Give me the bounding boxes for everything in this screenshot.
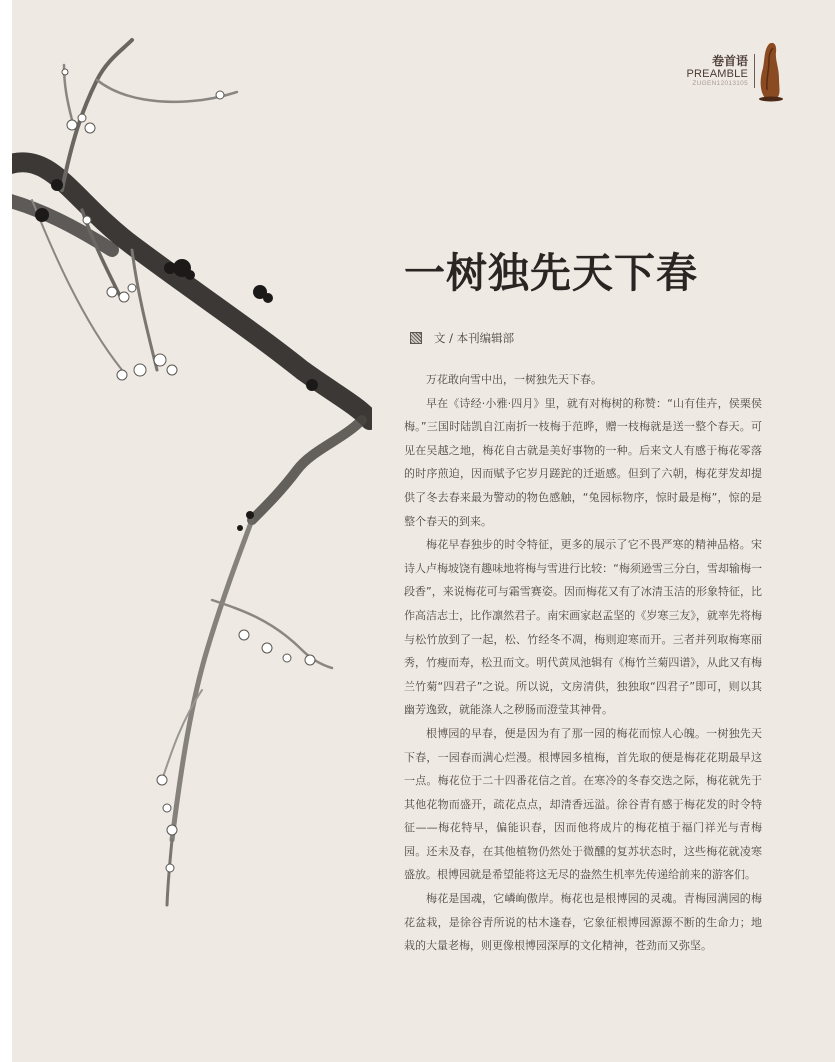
paragraph: 梅花早春独步的时令特征，更多的展示了它不畏严寒的精神品格。宋诗人卢梅坡饶有趣味地将梅与雪进行比较：“梅须逊雪三分白，雪却输梅一段香”，来说梅花可与霜雪赛姿。因而梅花又有了冰清玉洁的形象特征，比作高洁志士，比作凛然君子。南宋画家赵孟坚的《岁寒三友》，就率先将梅与松竹放到了一起，松、竹经冬不凋，梅则迎寒而开。三者并列取梅寒丽秀，竹瘦而寿，松丑而文。明代黄凤池辑有《梅竹兰菊四谱》，从此又有梅兰竹菊“四君子”之说。所以说，文房清供，独独取“四君子”即可，则以其幽芳逸致，就能涤人之秽肠而澄莹其神骨。	[404, 538, 762, 717]
paragraph: 根博园的早春，便是因为有了那一园的梅花而惊人心魄。一树独先天下春，一园春而满心烂漫。根博园多植梅，首先取的便是梅花花期最早这一点。梅花位于二十四番花信之首。在寒冷的冬春交迭之际，梅花就先于其他花物而盛开，疏花点点，却清香远溢。徐谷青有感于梅花发的时令特征——梅花特早，偏能识春，因而他将成片的梅花植于福门祥光与青梅园。还未及春，在其他植物仍然处于微醺的复苏状态时，这些梅花就凌寒盛放。根博园就是希望能将这无尽的盎然生机率先传递给前来的游客们。	[404, 726, 762, 882]
article-title: 一树独先天下春	[404, 249, 698, 297]
paragraph: 万花敢向雪中出，一树独先天下春。	[426, 373, 602, 386]
root-rock-icon	[757, 40, 783, 102]
paragraph: 早在《诗经·小雅·四月》里，就有对梅树的称赞：“山有佳卉，侯栗侯梅。”三国时陆凯自江南折一枝梅于范晔，赠一枝梅就是送一整个春天。可见在吴越之地，梅花自古就是美好事物的一种。后来文人有感于梅花零落的时序煎迫，因而赋予它岁月蹉跎的迁逝感。但到了六朝，梅花芽发却提供了冬去春来最为警动的物色感触，“兔园标物序，惊时最是梅”，惊的是整个春天的到来。	[404, 396, 762, 528]
magazine-page	[12, 0, 835, 1062]
byline	[410, 330, 514, 346]
section-title-en: PREAMBLE	[686, 68, 748, 80]
section-label	[686, 54, 755, 88]
hatched-square-icon	[410, 332, 422, 344]
issue-code: ZUGEN12013105	[692, 80, 748, 87]
plum-blossom-branch-illustration	[12, 0, 372, 1062]
section-title-zh: 卷首语	[711, 54, 748, 68]
byline-text: 文 / 本刊编辑部	[434, 331, 515, 345]
paragraph: 梅花是国魂，它嶙峋傲岸。梅花也是根博园的灵魂。青梅园满园的梅花盆栽，是徐谷青所说的枯木逢春，它象征根博园源源不断的生命力；地栽的大量老梅，则更像根博园深厚的文化精神，苍劲而又弥坚。	[404, 892, 762, 953]
article-body	[404, 368, 762, 958]
